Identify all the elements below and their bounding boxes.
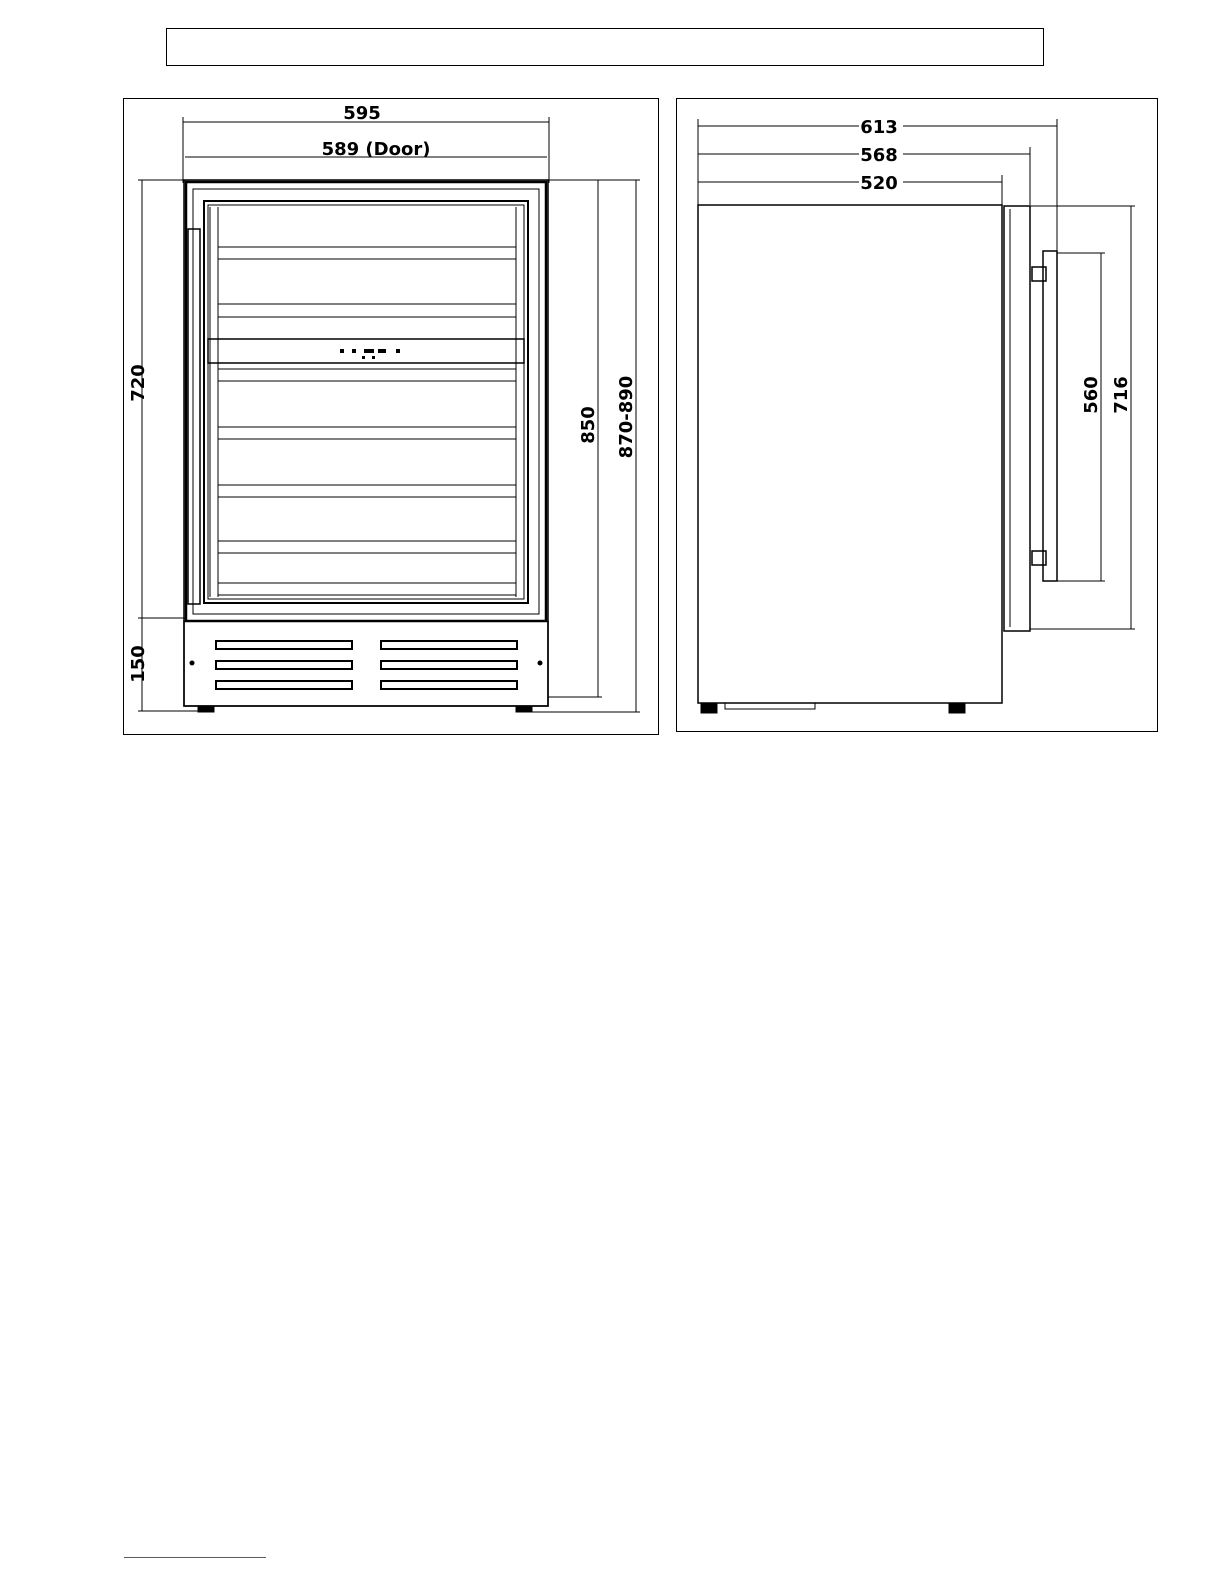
- front-view-panel: [123, 98, 659, 735]
- footnote-separator: [124, 1557, 266, 1558]
- label-depth-overall: 613: [860, 117, 898, 138]
- cabinet-body: [698, 205, 1002, 703]
- label-door-height: 716: [1111, 376, 1132, 414]
- front-view-drawing: [124, 99, 659, 735]
- vent-grille: [216, 641, 517, 689]
- label-width-door: 589 (Door): [321, 139, 431, 160]
- label-width-overall: 595: [343, 103, 381, 124]
- foot-rear: [949, 703, 965, 713]
- kickplate: [184, 621, 548, 706]
- shelves: [210, 207, 524, 597]
- control-buttons: [340, 349, 400, 359]
- door-glass: [204, 201, 528, 603]
- door-handle: [188, 229, 200, 604]
- handle-profile: [1043, 251, 1057, 581]
- foot-right: [516, 706, 532, 712]
- label-height-door: 720: [128, 364, 149, 402]
- side-view-drawing: [677, 99, 1158, 732]
- label-height-plinth: 150: [128, 645, 149, 683]
- label-depth-body: 520: [860, 173, 898, 194]
- side-view-panel: [676, 98, 1158, 732]
- foot-left: [198, 706, 214, 712]
- header-box: [166, 28, 1044, 66]
- foot-front: [701, 703, 717, 713]
- label-depth-door: 568: [860, 145, 898, 166]
- label-height-body: 850: [578, 406, 599, 444]
- label-handle-length: 560: [1081, 376, 1102, 414]
- label-height-total: 870-890: [616, 375, 637, 459]
- door-profile: [1004, 206, 1030, 631]
- door-frame: [186, 182, 546, 621]
